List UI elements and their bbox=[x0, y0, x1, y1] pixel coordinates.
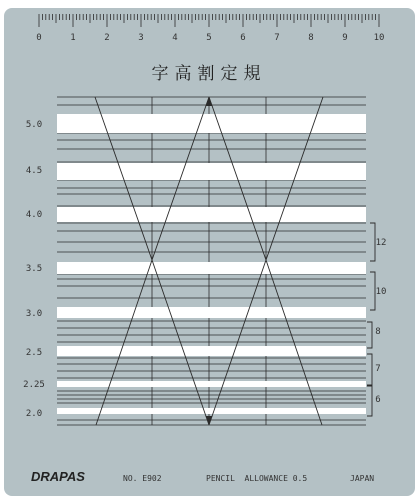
ruler-label: 10 bbox=[373, 33, 385, 43]
height-label: 3.0 bbox=[25, 309, 43, 319]
ruler-label: 3 bbox=[138, 33, 144, 43]
letter-slot bbox=[57, 381, 366, 387]
model-number: NO. E902 bbox=[123, 474, 162, 483]
country-of-origin: JAPAN bbox=[350, 474, 375, 483]
letter-slot bbox=[57, 307, 366, 318]
pencil-allowance: PENCIL ALLOWANCE 0.5 bbox=[206, 474, 308, 483]
bracket-label: 6 bbox=[375, 395, 381, 405]
ruler-label: 5 bbox=[206, 33, 212, 43]
height-label: 4.5 bbox=[25, 166, 43, 176]
ruler-label: 6 bbox=[240, 33, 246, 43]
bracket-label: 7 bbox=[375, 364, 381, 374]
letter-slot bbox=[57, 114, 366, 133]
ruler-label: 2 bbox=[104, 33, 110, 43]
height-label: 3.5 bbox=[25, 264, 43, 274]
ruler-label: 8 bbox=[308, 33, 314, 43]
letter-slot bbox=[57, 207, 366, 222]
height-label: 4.0 bbox=[25, 210, 43, 220]
template-title: 字高割定規 bbox=[151, 64, 267, 84]
height-label: 5.0 bbox=[25, 120, 43, 130]
bracket-label: 8 bbox=[375, 327, 381, 337]
letter-slot bbox=[57, 163, 366, 180]
brand-logo: DRAPAS bbox=[31, 469, 85, 484]
height-label: 2.0 bbox=[25, 409, 43, 419]
bracket-label: 10 bbox=[375, 287, 387, 297]
bracket-label: 12 bbox=[375, 238, 387, 248]
ruler-label: 7 bbox=[274, 33, 280, 43]
letter-slot bbox=[57, 346, 366, 356]
ruler-label: 0 bbox=[36, 33, 42, 43]
height-label: 2.25 bbox=[23, 380, 45, 390]
ruler-label: 4 bbox=[172, 33, 178, 43]
height-label: 2.5 bbox=[25, 348, 43, 358]
letter-slot bbox=[57, 262, 366, 274]
ruler-label: 9 bbox=[342, 33, 348, 43]
ruler-label: 1 bbox=[70, 33, 76, 43]
letter-slot bbox=[57, 408, 366, 414]
